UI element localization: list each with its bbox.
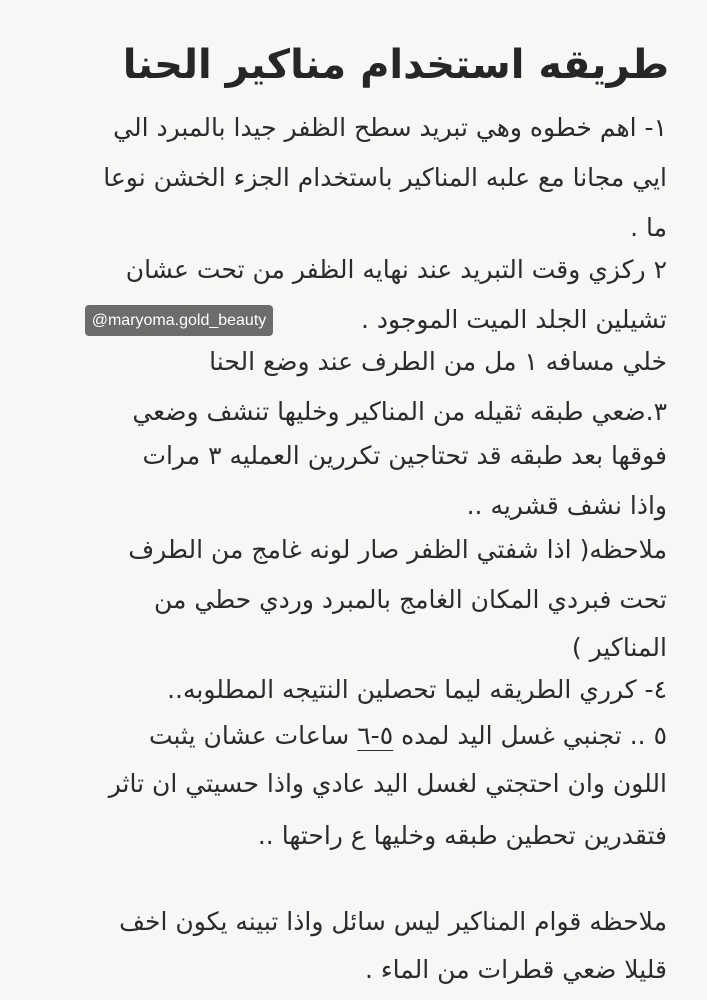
note-2-line-1: ملاحظه قوام المناكير ليس سائل واذا تبينه يكون اخف xyxy=(119,907,667,936)
step-4-line: ٤- كرري الطريقه ليما تحصلين النتيجه المطلوبه.. xyxy=(167,675,667,704)
note-1-line-3: المناكير ) xyxy=(571,633,667,662)
step-1-line-3: ما . xyxy=(630,213,667,242)
step-5-line-3: فتقدرين تحطين طبقه وخليها ع راحتها .. xyxy=(257,821,667,850)
step-3-line-3: واذا نشف قشريه .. xyxy=(466,491,667,520)
note-1-line-2: تحت فبردي المكان الغامج بالمبرد وردي حطي من xyxy=(153,585,667,614)
step-3-line-1: ٣.ضعي طبقه ثقيله من المناكير وخليها تنشف وضعي xyxy=(132,397,667,426)
note-2-line-2: قليلا ضعي قطرات من الماء . xyxy=(364,955,667,984)
step-5-line-2: اللون وان احتجتي لغسل اليد عادي واذا حسيتي ان تاثر xyxy=(108,769,667,798)
step-3-line-2: فوقها بعد طبقه قد تحتاجين تكررين العمليه ٣ مرات xyxy=(142,441,667,470)
step-5-line-1-start: ٥ .. تجنبي غسل اليد لمده xyxy=(401,721,667,750)
note-1-line-1: ملاحظه( اذا شفتي الظفر صار لونه غامج من الطرف xyxy=(128,535,667,564)
step-2-line-3: خلي مسافه ١ مل من الطرف عند وضع الحنا xyxy=(209,347,667,376)
step-5-line-1 xyxy=(40,716,667,760)
watermark-handle: @maryoma.gold_beauty xyxy=(85,305,273,336)
page-title: طريقه استخدام مناكير الحنا xyxy=(122,42,669,88)
step-1-line-2: ايي مجانا مع علبه المناكير باستخدام الجزء الخشن نوعا xyxy=(103,163,667,192)
step-1-line-1: ١- اهم خطوه وهي تبريد سطح الظفر جيدا بالمبرد الي xyxy=(113,113,667,142)
step-5-line-1-end: ساعات عشان يثبت xyxy=(148,721,350,750)
step-2-line-2: تشيلين الجلد الميت الموجود . xyxy=(360,305,667,334)
step-2-line-1: ٢ ركزي وقت التبريد عند نهايه الظفر من تحت عشان xyxy=(125,255,667,284)
step-5-hours-range: ٥-٦ xyxy=(357,721,394,750)
